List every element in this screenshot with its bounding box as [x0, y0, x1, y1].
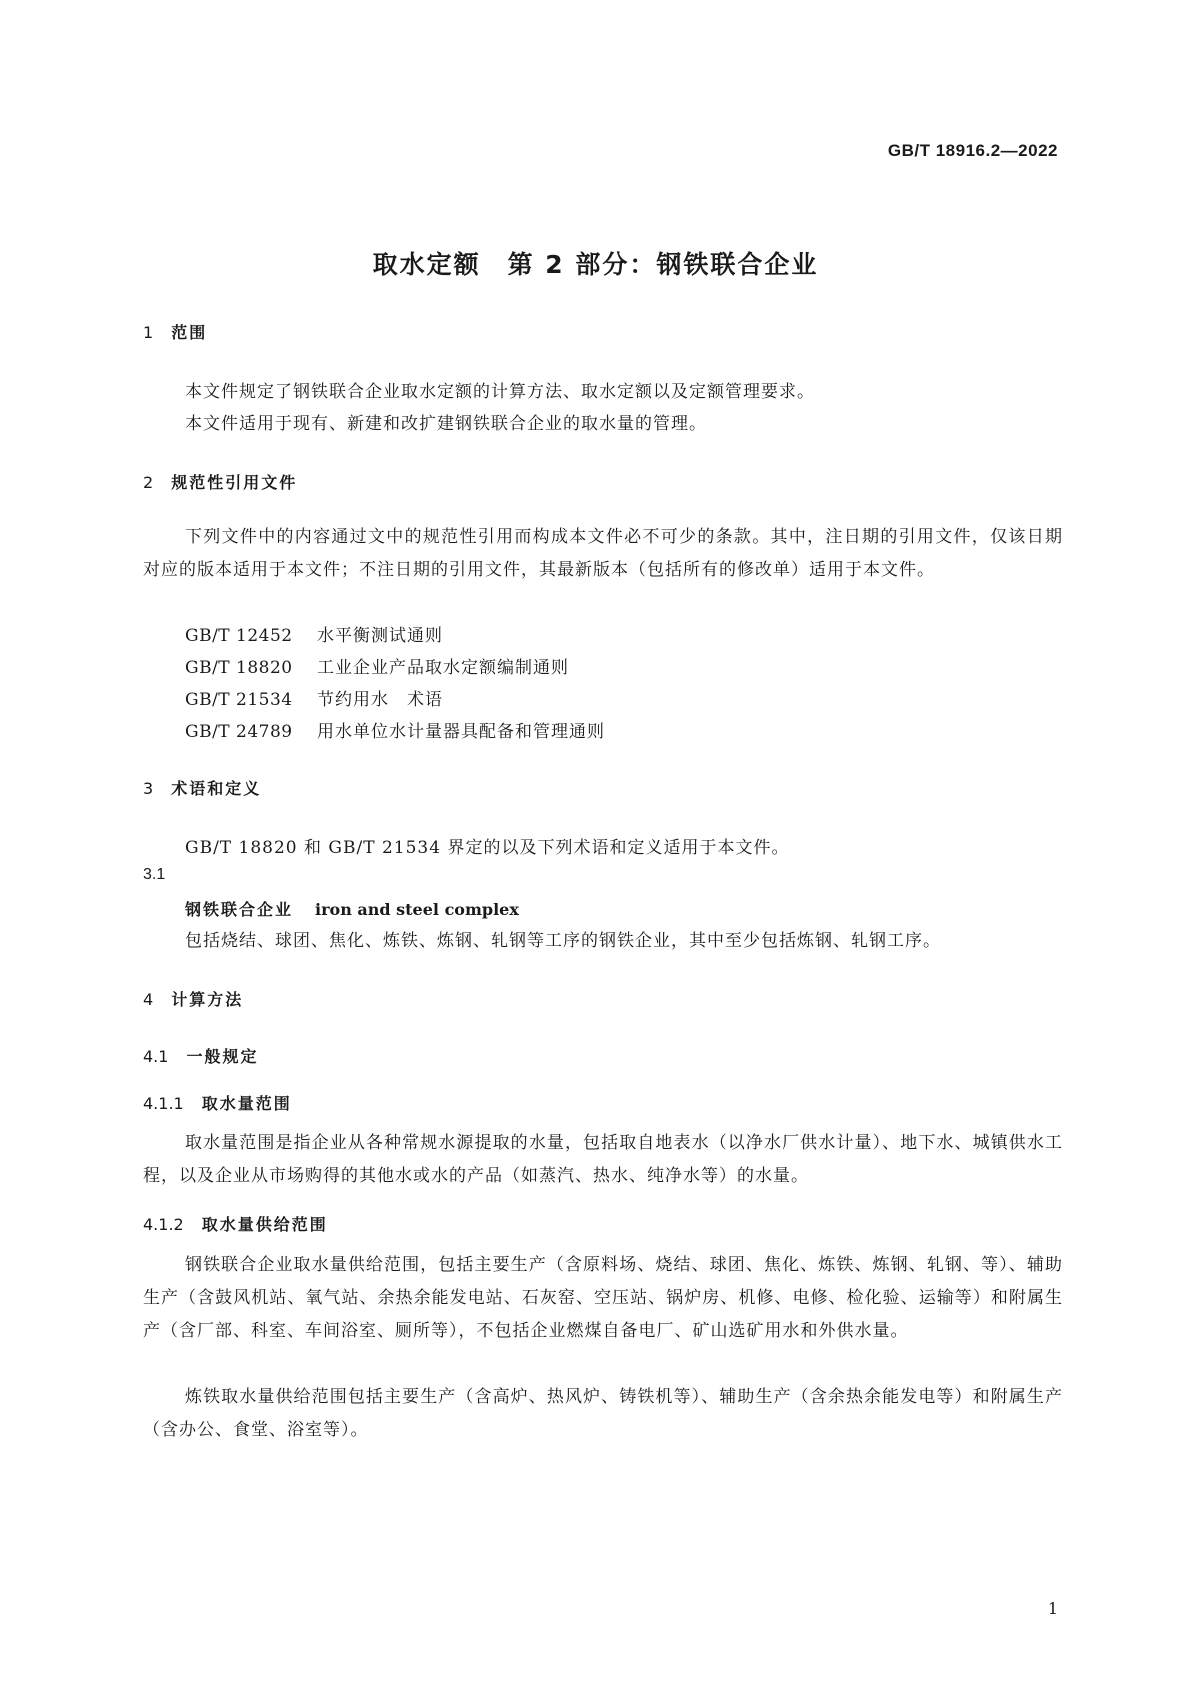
section-3-intro: GB/T 18820 和 GB/T 21534 界定的以及下列术语和定义适用于本文件。: [185, 838, 790, 858]
reference-code: GB/T 18820: [185, 658, 293, 678]
term-english: iron and steel complex: [315, 900, 519, 919]
subsection-title: 一般规定: [186, 1047, 259, 1066]
section-4-heading: [143, 987, 243, 1010]
reference-code: GB/T 21534: [185, 690, 293, 710]
section-title: 术语和定义: [171, 779, 262, 798]
subsection-title: 取水量范围: [201, 1094, 292, 1113]
subsection-4-1-2-heading: [143, 1212, 328, 1235]
section-1-paragraph-1: 本文件规定了钢铁联合企业取水定额的计算方法、取水定额以及定额管理要求。: [185, 382, 815, 402]
subsection-4-1-1-heading: [143, 1091, 292, 1114]
reference-item: [185, 653, 569, 678]
section-title: 范围: [171, 323, 208, 342]
subsection-number: 4.1.2: [143, 1215, 184, 1234]
standard-code: GB/T 18916.2—2022: [887, 141, 1058, 160]
reference-item: [185, 717, 605, 742]
subsection-4-1-heading: [143, 1044, 258, 1067]
section-title: 计算方法: [171, 990, 244, 1009]
reference-item: [185, 621, 443, 646]
section-1-paragraph-2: 本文件适用于现有、新建和改扩建钢铁联合企业的取水量的管理。: [185, 414, 707, 434]
section-title: 规范性引用文件: [171, 473, 298, 492]
reference-title: 水平衡测试通则: [317, 626, 443, 646]
reference-title: 工业企业产品取水定额编制通则: [317, 658, 569, 678]
section-2-intro: 下列文件中的内容通过文中的规范性引用而构成本文件必不可少的条款。其中，注日期的引用文件，仅该日期对应的版本适用于本文件；不注日期的引用文件，其最新版本（包括所有的修改单）适用于本文件。: [143, 527, 1063, 580]
document-title: 取水定额 第 2 部分：钢铁联合企业: [372, 250, 819, 279]
subsection-number: 4.1: [143, 1047, 169, 1066]
term-number: 3.1: [143, 866, 166, 883]
reference-title: 节约用水 术语: [317, 690, 443, 710]
subsection-title: 取水量供给范围: [201, 1215, 328, 1234]
section-2-heading: [143, 470, 297, 493]
subsection-4-1-2-paragraph-1: 钢铁联合企业取水量供给范围，包括主要生产（含原料场、烧结、球团、焦化、炼铁、炼钢、轧钢、等）、辅助生产（含鼓风机站、氧气站、余热余能发电站、石灰窑、空压站、锅炉房、机修、电修、检化验、运输等）和附属生产（含厂部、科室、车间浴室、厕所等），不包括企业燃煤自备电厂、矿山选矿用水和外供水量。: [143, 1255, 1063, 1341]
section-number: 2: [143, 473, 154, 492]
reference-code: GB/T 24789: [185, 722, 293, 742]
page-number: 1: [1047, 1599, 1058, 1618]
reference-code: GB/T 12452: [185, 626, 293, 646]
subsection-4-1-2-paragraph-2: 炼铁取水量供给范围包括主要生产（含高炉、热风炉、铸铁机等）、辅助生产（含余热余能发电等）和附属生产（含办公、食堂、浴室等）。: [143, 1387, 1063, 1440]
section-1-heading: [143, 320, 207, 343]
reference-item: [185, 685, 443, 710]
term-chinese: 钢铁联合企业: [185, 900, 294, 919]
section-number: 1: [143, 323, 154, 342]
section-number: 3: [143, 779, 154, 798]
term-definition: 包括烧结、球团、焦化、炼铁、炼钢、轧钢等工序的钢铁企业，其中至少包括炼钢、轧钢工序。: [185, 931, 941, 951]
section-number: 4: [143, 990, 154, 1009]
subsection-number: 4.1.1: [143, 1094, 184, 1113]
subsection-4-1-1-paragraph: 取水量范围是指企业从各种常规水源提取的水量，包括取自地表水（以净水厂供水计量）、地下水、城镇供水工程，以及企业从市场购得的其他水或水的产品（如蒸汽、热水、纯净水等）的水量。: [143, 1133, 1063, 1186]
section-3-heading: [143, 776, 261, 799]
term-entry: [185, 897, 519, 920]
reference-title: 用水单位水计量器具配备和管理通则: [317, 722, 605, 742]
